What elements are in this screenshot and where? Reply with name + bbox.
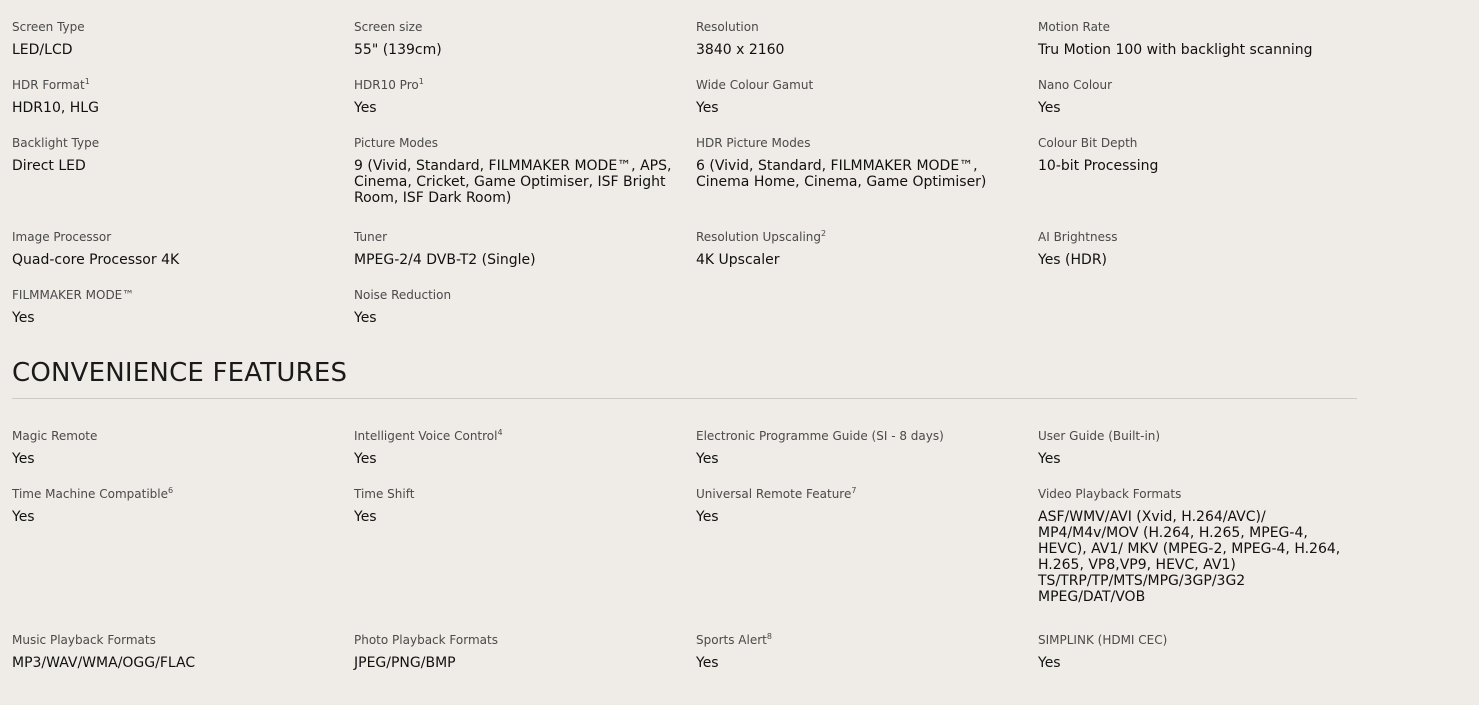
spec-item-noise-reduction: [354, 286, 696, 326]
spec-label: [1038, 76, 1343, 94]
spec-value: Yes: [12, 310, 35, 326]
footnote-marker: 6: [167, 486, 174, 495]
spec-label-text: Music Playback Formats: [12, 633, 156, 647]
spec-item-photo-playback-formats: [354, 631, 696, 671]
spec-item-ai-brightness: [1038, 228, 1357, 286]
spec-value: Yes: [12, 509, 35, 525]
convenience-specs-grid: [12, 427, 1357, 671]
spec-item-user-guide-built-in: [1038, 427, 1357, 485]
spec-value: Yes: [354, 451, 377, 467]
spec-item-time-shift: [354, 485, 696, 631]
spec-item-wide-colour-gamut: [696, 76, 1038, 134]
spec-label-text: HDR Format: [12, 78, 85, 92]
spec-label-text: HDR10 Pro: [354, 78, 419, 92]
empty-cell: [696, 286, 1038, 326]
spec-item-sports-alert: [696, 631, 1038, 671]
spec-label-text: User Guide (Built-in): [1038, 429, 1161, 443]
spec-label: [12, 631, 340, 649]
spec-label: [1038, 134, 1343, 152]
spec-label-text: Backlight Type: [12, 136, 100, 150]
spec-value: ASF/WMV/AVI (Xvid, H.264/AVC)/ MP4/M4v/MOV (H.264, H.265, MPEG-4, HEVC), AV1/ MKV (MPEG-2, MPEG-4, H.264, H.265, VP8,VP9, HEVC, AV1) TS/TRP/TP/MTS/MPG/3GP/3G2 MPEG/DAT/VOB: [1038, 509, 1341, 605]
spec-item-video-playback-formats: [1038, 485, 1357, 631]
spec-label-text: Noise Reduction: [354, 288, 452, 302]
spec-value: MP3/WAV/WMA/OGG/FLAC: [12, 655, 196, 671]
section-title: CONVENIENCE FEATURES: [12, 358, 348, 388]
spec-label-text: Colour Bit Depth: [1038, 136, 1138, 150]
spec-value: Direct LED: [12, 158, 86, 174]
spec-value: Yes: [1038, 451, 1061, 467]
spec-label: [1038, 631, 1343, 649]
spec-item-hdr10-pro: [354, 76, 696, 134]
spec-label: [696, 228, 1024, 246]
spec-label: [354, 134, 682, 152]
spec-label: [696, 485, 1024, 503]
spec-item-simplink-hdmi-cec: [1038, 631, 1357, 671]
spec-label-text: Screen size: [354, 20, 423, 34]
spec-label-text: Tuner: [354, 230, 388, 244]
spec-label: [354, 286, 682, 304]
spec-item-intelligent-voice-control: [354, 427, 696, 485]
spec-item-tuner: [354, 228, 696, 286]
spec-item-universal-remote-feature: [696, 485, 1038, 631]
spec-label-text: Time Shift: [354, 487, 415, 501]
spec-item-music-playback-formats: [12, 631, 354, 671]
spec-label: [12, 228, 340, 246]
spec-value: MPEG-2/4 DVB-T2 (Single): [354, 252, 536, 268]
spec-label-text: Time Machine Compatible: [12, 487, 168, 501]
spec-label: [12, 76, 340, 94]
spec-item-time-machine-compatible: [12, 485, 354, 631]
spec-label: [1038, 18, 1343, 36]
spec-label-text: Screen Type: [12, 20, 85, 34]
spec-label: [354, 228, 682, 246]
spec-item-nano-colour: [1038, 76, 1357, 134]
spec-value: Yes (HDR): [1038, 252, 1108, 268]
spec-item-electronic-programme-guide-si-8-days: [696, 427, 1038, 485]
spec-value: Yes: [354, 310, 377, 326]
spec-value: 10-bit Processing: [1038, 158, 1159, 174]
spec-label-text: HDR Picture Modes: [696, 136, 811, 150]
spec-label: [12, 427, 340, 445]
spec-label: [696, 427, 1024, 445]
convenience-section-header: [12, 358, 1357, 399]
spec-label-text: Wide Colour Gamut: [696, 78, 814, 92]
spec-item-image-processor: [12, 228, 354, 286]
footnote-marker: 4: [497, 428, 503, 437]
spec-value: 4K Upscaler: [696, 252, 780, 268]
spec-label: [696, 18, 1024, 36]
spec-value: JPEG/PNG/BMP: [354, 655, 456, 671]
spec-value: Yes: [1038, 655, 1061, 671]
spec-label: [696, 631, 1024, 649]
spec-item-screen-type: [12, 18, 354, 76]
spec-label-text: Resolution Upscaling: [696, 230, 822, 244]
spec-item-magic-remote: [12, 427, 354, 485]
spec-value: Yes: [696, 509, 719, 525]
spec-item-hdr-picture-modes: [696, 134, 1038, 228]
spec-item-resolution-upscaling: [696, 228, 1038, 286]
spec-label-text: AI Brightness: [1038, 230, 1118, 244]
spec-label: [1038, 228, 1343, 246]
spec-value: Tru Motion 100 with backlight scanning: [1038, 42, 1313, 58]
spec-value: Yes: [696, 655, 719, 671]
spec-label: [354, 76, 682, 94]
spec-item-motion-rate: [1038, 18, 1357, 76]
spec-value: Yes: [354, 509, 377, 525]
spec-label: [354, 427, 682, 445]
spec-value: 9 (Vivid, Standard, FILMMAKER MODE™, APS, Cinema, Cricket, Game Optimiser, ISF Bright Room, ISF Dark Room): [354, 158, 672, 206]
spec-value: HDR10, HLG: [12, 100, 99, 116]
spec-label: [696, 134, 1024, 152]
spec-label-text: Video Playback Formats: [1038, 487, 1182, 501]
spec-label-text: Photo Playback Formats: [354, 633, 498, 647]
footnote-marker: 2: [821, 229, 827, 238]
footnote-marker: 1: [418, 77, 424, 86]
spec-item-picture-modes: [354, 134, 696, 228]
spec-item-filmmaker-mode: [12, 286, 354, 326]
spec-value: Yes: [12, 451, 35, 467]
spec-label-text: Universal Remote Feature: [696, 487, 852, 501]
spec-value: 6 (Vivid, Standard, FILMMAKER MODE™, Cinema Home, Cinema, Game Optimiser): [696, 158, 987, 190]
spec-item-screen-size: [354, 18, 696, 76]
spec-label: [354, 18, 682, 36]
spec-item-hdr-format: [12, 76, 354, 134]
spec-label: [12, 485, 340, 503]
footnote-marker: 8: [766, 632, 772, 641]
empty-cell: [1038, 286, 1357, 326]
spec-item-backlight-type: [12, 134, 354, 228]
spec-label-text: Magic Remote: [12, 429, 98, 443]
spec-label-text: Motion Rate: [1038, 20, 1111, 34]
spec-label: [12, 286, 340, 304]
spec-label-text: FILMMAKER MODE™: [12, 288, 135, 302]
spec-value: 55" (139cm): [354, 42, 442, 58]
spec-item-colour-bit-depth: [1038, 134, 1357, 228]
spec-label-text: Intelligent Voice Control: [354, 429, 498, 443]
spec-label-text: Image Processor: [12, 230, 112, 244]
spec-value: Yes: [354, 100, 377, 116]
footnote-marker: 1: [84, 77, 90, 86]
spec-label: [12, 134, 340, 152]
spec-label: [354, 631, 682, 649]
spec-value: LED/LCD: [12, 42, 73, 58]
spec-label-text: Sports Alert: [696, 633, 767, 647]
spec-value: Yes: [696, 100, 719, 116]
spec-label: [12, 18, 340, 36]
spec-item-resolution: [696, 18, 1038, 76]
spec-label-text: Nano Colour: [1038, 78, 1113, 92]
spec-value: 3840 x 2160: [696, 42, 785, 58]
footnote-marker: 7: [851, 486, 857, 495]
spec-label-text: SIMPLINK (HDMI CEC): [1038, 633, 1168, 647]
spec-sheet: [12, 18, 1357, 671]
spec-label: [1038, 485, 1343, 503]
spec-value: Yes: [1038, 100, 1061, 116]
spec-label: [1038, 427, 1343, 445]
spec-label-text: Picture Modes: [354, 136, 439, 150]
picture-specs-grid: [12, 18, 1357, 326]
spec-label-text: Electronic Programme Guide (SI - 8 days): [696, 429, 944, 443]
spec-value: Quad-core Processor 4K: [12, 252, 180, 268]
spec-value: Yes: [696, 451, 719, 467]
spec-label: [354, 485, 682, 503]
spec-label-text: Resolution: [696, 20, 759, 34]
spec-label: [696, 76, 1024, 94]
